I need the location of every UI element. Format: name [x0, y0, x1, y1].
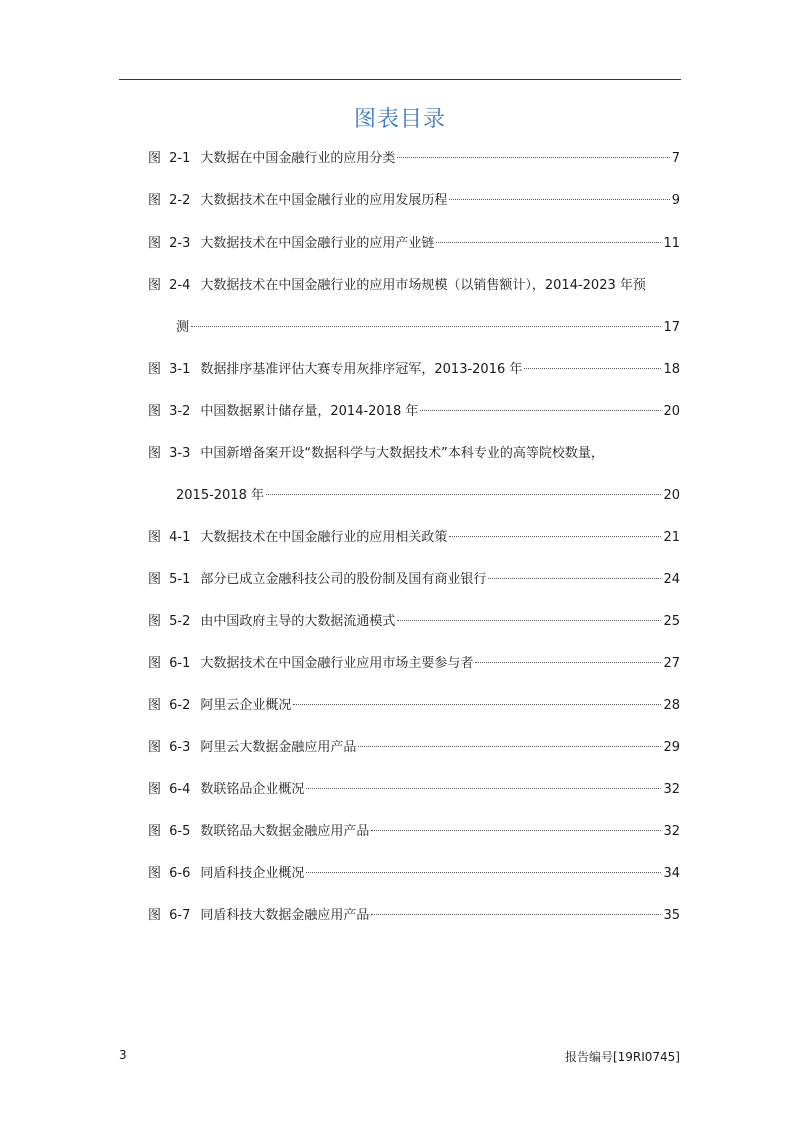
toc-leader-dots — [524, 368, 661, 369]
toc-entry-page: 32 — [663, 824, 680, 839]
toc-entry-number: 图 6-6 — [148, 866, 191, 881]
toc-entry[interactable] — [148, 780, 680, 800]
toc-entry[interactable] — [148, 906, 680, 926]
toc-entry-page: 32 — [663, 782, 680, 797]
toc-entry-page: 28 — [663, 698, 680, 713]
toc-entry-number: 图 2-1 — [148, 151, 191, 166]
toc-entry[interactable] — [148, 696, 680, 716]
toc-entry-title: 大数据在中国金融行业的应用分类 — [200, 151, 396, 166]
toc-entry-continuation[interactable] — [176, 486, 680, 506]
toc-entry-title: 同盾科技大数据金融应用产品 — [200, 908, 370, 923]
toc-entry-title-continuation: 2015-2018 年 — [176, 488, 264, 503]
toc-entry-title: 大数据技术在中国金融行业的应用产业链 — [200, 236, 435, 251]
toc-entry-number: 图 2-3 — [148, 236, 191, 251]
toc-entry-first-line[interactable] — [148, 276, 680, 296]
toc-entry[interactable] — [148, 822, 680, 842]
toc-leader-dots — [449, 536, 661, 537]
toc-entry-first-line[interactable] — [148, 444, 680, 464]
toc-entry-page: 7 — [671, 151, 680, 166]
toc-leader-dots — [306, 788, 661, 789]
toc-entry[interactable] — [148, 234, 680, 254]
toc-entry-title: 数联铭品大数据金融应用产品 — [200, 824, 370, 839]
toc-entry-page: 9 — [671, 193, 680, 208]
toc-entry-number: 图 6-1 — [148, 656, 191, 671]
toc-entry-title: 阿里云大数据金融应用产品 — [200, 740, 357, 755]
toc-leader-dots — [488, 578, 661, 579]
toc-leader-dots — [358, 746, 661, 747]
toc-entry[interactable] — [148, 738, 680, 758]
toc-entry-page: 35 — [663, 908, 680, 923]
toc-leader-dots — [397, 157, 669, 158]
toc-entry[interactable] — [148, 528, 680, 548]
page-title: 图表目录 — [353, 107, 446, 132]
toc-entry-title: 大数据技术在中国金融行业的应用市场规模（以销售额计），2014-2023 年预 — [200, 278, 646, 293]
toc-entry-page: 21 — [663, 530, 680, 545]
toc-entry[interactable] — [148, 191, 680, 211]
toc-entry-title: 中国数据累计储存量，2014-2018 年 — [200, 404, 419, 419]
toc-entry-page: 17 — [663, 320, 680, 335]
toc-entry-title: 大数据技术在中国金融行业的应用发展历程 — [200, 193, 448, 208]
toc-entry[interactable] — [148, 612, 680, 632]
toc-entry-page: 27 — [663, 656, 680, 671]
toc-entry-number: 图 4-1 — [148, 530, 191, 545]
toc-entry[interactable] — [148, 149, 680, 169]
toc-entry-number: 图 3-3 — [148, 446, 191, 461]
toc-entry-number: 图 3-2 — [148, 404, 191, 419]
footer-page-number: 3 — [119, 1048, 127, 1062]
toc-leader-dots — [191, 326, 661, 327]
toc-entry-continuation[interactable] — [176, 318, 680, 338]
toc-entry-page: 25 — [663, 614, 680, 629]
toc-entry-title: 数据排序基准评估大赛专用灰排序冠军，2013-2016 年 — [200, 362, 523, 377]
toc-leader-dots — [371, 830, 661, 831]
toc-entry-number: 图 5-2 — [148, 614, 191, 629]
toc-leader-dots — [397, 620, 661, 621]
toc-entry-title: 部分已成立金融科技公司的股份制及国有商业银行 — [200, 572, 487, 587]
footer-report-id: 报告编号[19RI0745] — [564, 1050, 680, 1064]
header-rule — [119, 79, 681, 80]
toc-leader-dots — [436, 242, 661, 243]
toc-leader-dots — [420, 410, 661, 411]
toc-entry-title: 数联铭品企业概况 — [200, 782, 305, 797]
toc-leader-dots — [306, 872, 661, 873]
toc-entry-number: 图 2-2 — [148, 193, 191, 208]
toc-entry-page: 20 — [663, 404, 680, 419]
toc-entry-title: 由中国政府主导的大数据流通模式 — [200, 614, 396, 629]
toc-entry-number: 图 6-7 — [148, 908, 191, 923]
toc-entry-title: 中国新增备案开设“数据科学与大数据技术”本科专业的高等院校数量， — [200, 446, 604, 461]
toc-entry-title: 阿里云企业概况 — [200, 698, 292, 713]
toc-entry[interactable] — [148, 654, 680, 674]
toc-entry[interactable] — [148, 570, 680, 590]
toc-entry[interactable] — [148, 402, 680, 422]
toc-entry-number: 图 6-5 — [148, 824, 191, 839]
toc-leader-dots — [449, 199, 669, 200]
toc-entry-number: 图 6-3 — [148, 740, 191, 755]
toc-entry-number: 图 2-4 — [148, 278, 191, 293]
toc-entry-number: 图 6-2 — [148, 698, 191, 713]
toc-entry[interactable] — [148, 864, 680, 884]
toc-entry-number: 图 3-1 — [148, 362, 191, 377]
toc-entry-title: 大数据技术在中国金融行业的应用相关政策 — [200, 530, 448, 545]
toc-entry-page: 11 — [663, 236, 680, 251]
toc-entry-page: 29 — [663, 740, 680, 755]
toc-entry-page: 34 — [663, 866, 680, 881]
toc-entry-page: 18 — [663, 362, 680, 377]
toc-entry-title: 大数据技术在中国金融行业应用市场主要参与者 — [200, 656, 474, 671]
toc-leader-dots — [293, 704, 661, 705]
toc-entry-title: 同盾科技企业概况 — [200, 866, 305, 881]
toc-leader-dots — [266, 494, 661, 495]
toc-entry-page: 20 — [663, 488, 680, 503]
toc-entry-page: 24 — [663, 572, 680, 587]
toc-entry[interactable] — [148, 360, 680, 380]
toc-entry-number: 图 6-4 — [148, 782, 191, 797]
toc-entry-title-continuation: 测 — [176, 320, 190, 335]
toc-entry-number: 图 5-1 — [148, 572, 191, 587]
toc-leader-dots — [475, 662, 661, 663]
toc-leader-dots — [371, 914, 661, 915]
